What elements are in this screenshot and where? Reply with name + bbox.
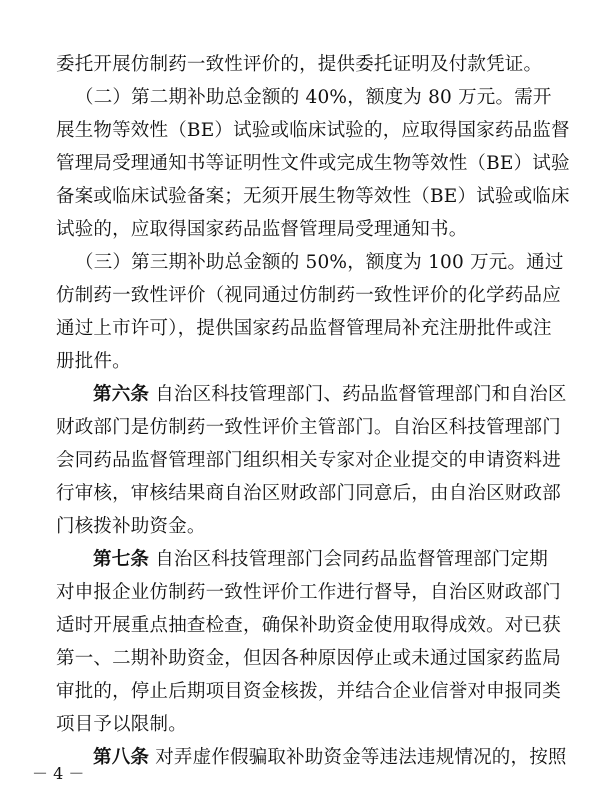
body-line	[56, 512, 206, 542]
line-text: 册批件。	[56, 351, 131, 372]
body-line	[56, 644, 561, 674]
line-text: （二）第二期补助总金额的 40%，额度为 80 万元。需开	[75, 87, 552, 108]
body-line	[56, 281, 561, 311]
line-text: 展生物等效性（BE）试验或临床试验的，应取得国家药品监督	[56, 120, 570, 141]
article-first-line	[93, 545, 548, 575]
body-line	[56, 578, 561, 608]
body-line	[56, 479, 561, 509]
line-text: 行审核，审核结果商自治区财政部门同意后，由自治区财政部	[56, 483, 561, 504]
line-text: 自治区科技管理部门会同药品监督管理部门定期	[155, 549, 548, 570]
body-line	[56, 149, 570, 179]
line-text: 第一、二期补助资金，但因各种原因停止或未通过国家药监局	[56, 648, 561, 669]
body-line	[75, 248, 564, 278]
body-line	[56, 314, 552, 344]
body-line	[75, 83, 552, 113]
article-first-line	[93, 380, 567, 410]
line-text: 委托开展仿制药一致性评价的，提供委托证明及付款凭证。	[56, 54, 543, 75]
body-line	[56, 347, 131, 377]
body-line	[56, 215, 467, 245]
line-text: 门核拨补助资金。	[56, 516, 206, 537]
article-first-line	[93, 743, 567, 773]
body-line	[56, 50, 542, 80]
line-text: 自治区科技管理部门、药品监督管理部门和自治区	[155, 384, 567, 405]
line-text: 财政部门是仿制药一致性评价主管部门。自治区科技管理部门	[56, 417, 561, 438]
article-heading: 第八条	[93, 747, 150, 768]
line-text: 会同药品监督管理部门组织相关专家对企业提交的申请资料进	[56, 450, 561, 471]
page-number: － 4 －	[32, 764, 85, 783]
article-heading: 第七条	[93, 549, 150, 570]
line-text: 通过上市许可），提供国家药品监督管理局补充注册批件或注	[56, 318, 552, 339]
line-text: 适时开展重点抽查检查，确保补助资金使用取得成效。对已获	[56, 615, 561, 636]
line-text: 备案或临床试验备案；无须开展生物等效性（BE）试验或临床	[56, 186, 570, 207]
body-line	[56, 611, 561, 641]
article-heading: 第六条	[93, 384, 150, 405]
body-line	[56, 710, 187, 740]
body-line	[56, 413, 561, 443]
line-text: 对弄虚作假骗取补助资金等违法违规情况的，按照	[155, 747, 567, 768]
line-text: 仿制药一致性评价（视同通过仿制药一致性评价的化学药品应	[56, 285, 561, 306]
line-text: 项目予以限制。	[56, 714, 187, 735]
line-text: 试验的，应取得国家药品监督管理局受理通知书。	[56, 219, 468, 240]
line-text: （三）第三期补助总金额的 50%，额度为 100 万元。通过	[75, 252, 564, 273]
body-line	[56, 182, 570, 212]
line-text: 管理局受理通知书等证明性文件或完成生物等效性（BE）试验	[56, 153, 570, 174]
line-text: 对申报企业仿制药一致性评价工作进行督导，自治区财政部门	[56, 582, 561, 603]
body-line	[56, 446, 561, 476]
body-line	[56, 677, 561, 707]
body-line	[56, 116, 570, 146]
line-text: 审批的，停止后期项目资金核拨，并结合企业信誉对申报同类	[56, 681, 561, 702]
